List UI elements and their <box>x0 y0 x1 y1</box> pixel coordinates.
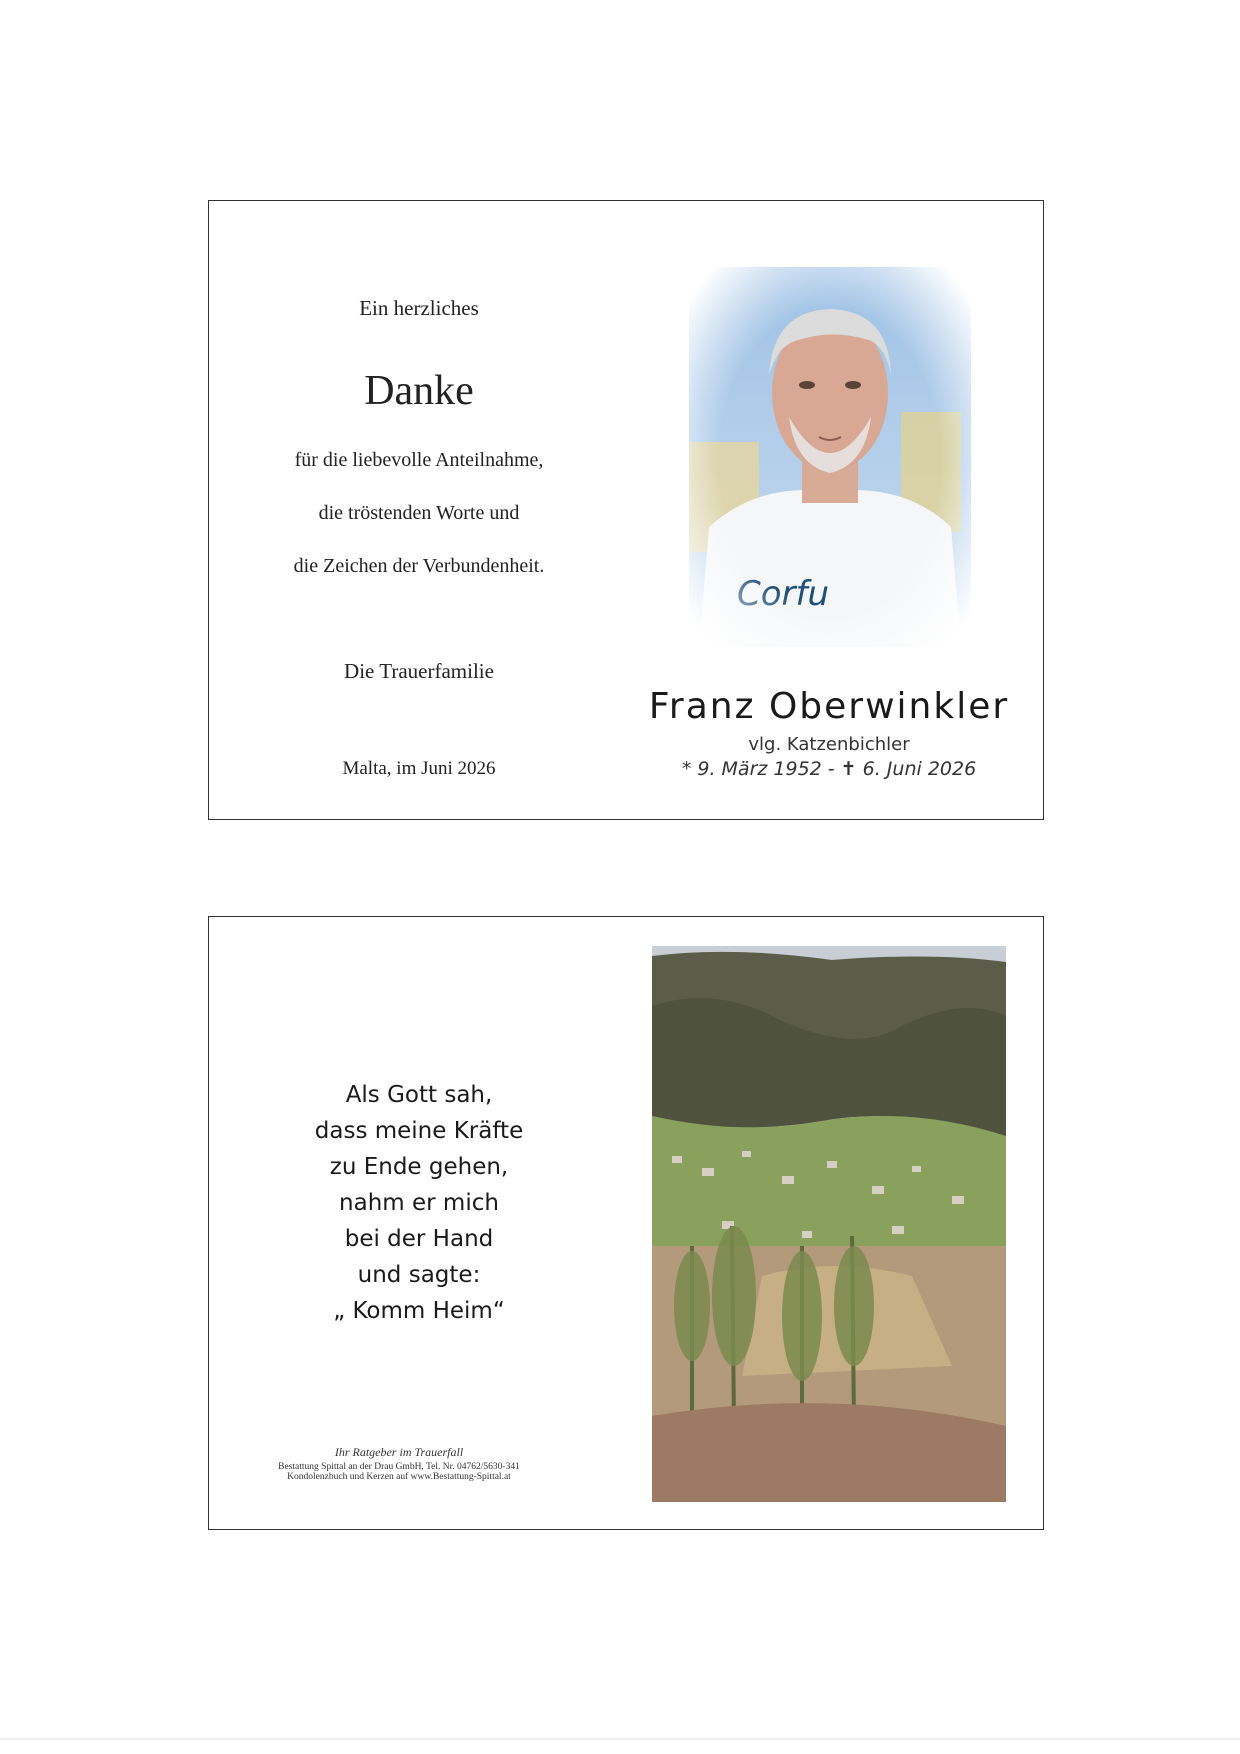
poem-line: Als Gott sah, <box>345 1082 493 1108</box>
scan-edge <box>0 1738 1240 1740</box>
poem <box>269 1077 569 1329</box>
poem-line: und sagte: <box>357 1262 481 1288</box>
brush-foreground <box>652 1403 1006 1502</box>
undertaker-contact: Bestattung Spittal an der Drau GmbH, Tel. Nr. 04762/5630-341 <box>278 1462 520 1472</box>
thank-you-card-front <box>208 200 1044 820</box>
valley-meadow <box>652 1116 1006 1246</box>
thanks-line: die tröstenden Worte und <box>318 502 520 524</box>
life-dates: * 9. März 1952 - ✝ 6. Juni 2026 <box>681 758 977 780</box>
undertaker-slogan: Ihr Ratgeber im Trauerfall <box>334 1445 464 1459</box>
photo-vignette <box>689 267 971 647</box>
deceased-name: Franz Oberwinkler <box>648 686 1010 727</box>
thanks-line: für die liebevolle Anteilnahme, <box>294 449 544 471</box>
family-signature: Die Trauerfamilie <box>344 659 494 683</box>
poem-line: nahm er mich <box>339 1190 499 1216</box>
thanks-heading: Danke <box>364 368 474 414</box>
poem-line: „ Komm Heim“ <box>333 1298 505 1324</box>
poem-line: dass meine Kräfte <box>314 1118 524 1144</box>
portrait-photo <box>689 267 971 647</box>
thanks-line: die Zeichen der Verbundenheit. <box>293 555 545 577</box>
poem-line: zu Ende gehen, <box>329 1154 509 1180</box>
poem-line: bei der Hand <box>344 1226 494 1252</box>
landscape-photo <box>652 946 1006 1502</box>
thank-you-card-back <box>208 916 1044 1530</box>
house-name: vlg. Katzenbichler <box>748 734 910 755</box>
place-date: Malta, im Juni 2026 <box>342 758 496 779</box>
undertaker-info <box>249 1445 549 1482</box>
undertaker-website: Kondolenzbuch und Kerzen auf www.Bestattung-Spittal.at <box>287 1472 511 1482</box>
greeting-text: Ein herzliches <box>359 296 479 320</box>
